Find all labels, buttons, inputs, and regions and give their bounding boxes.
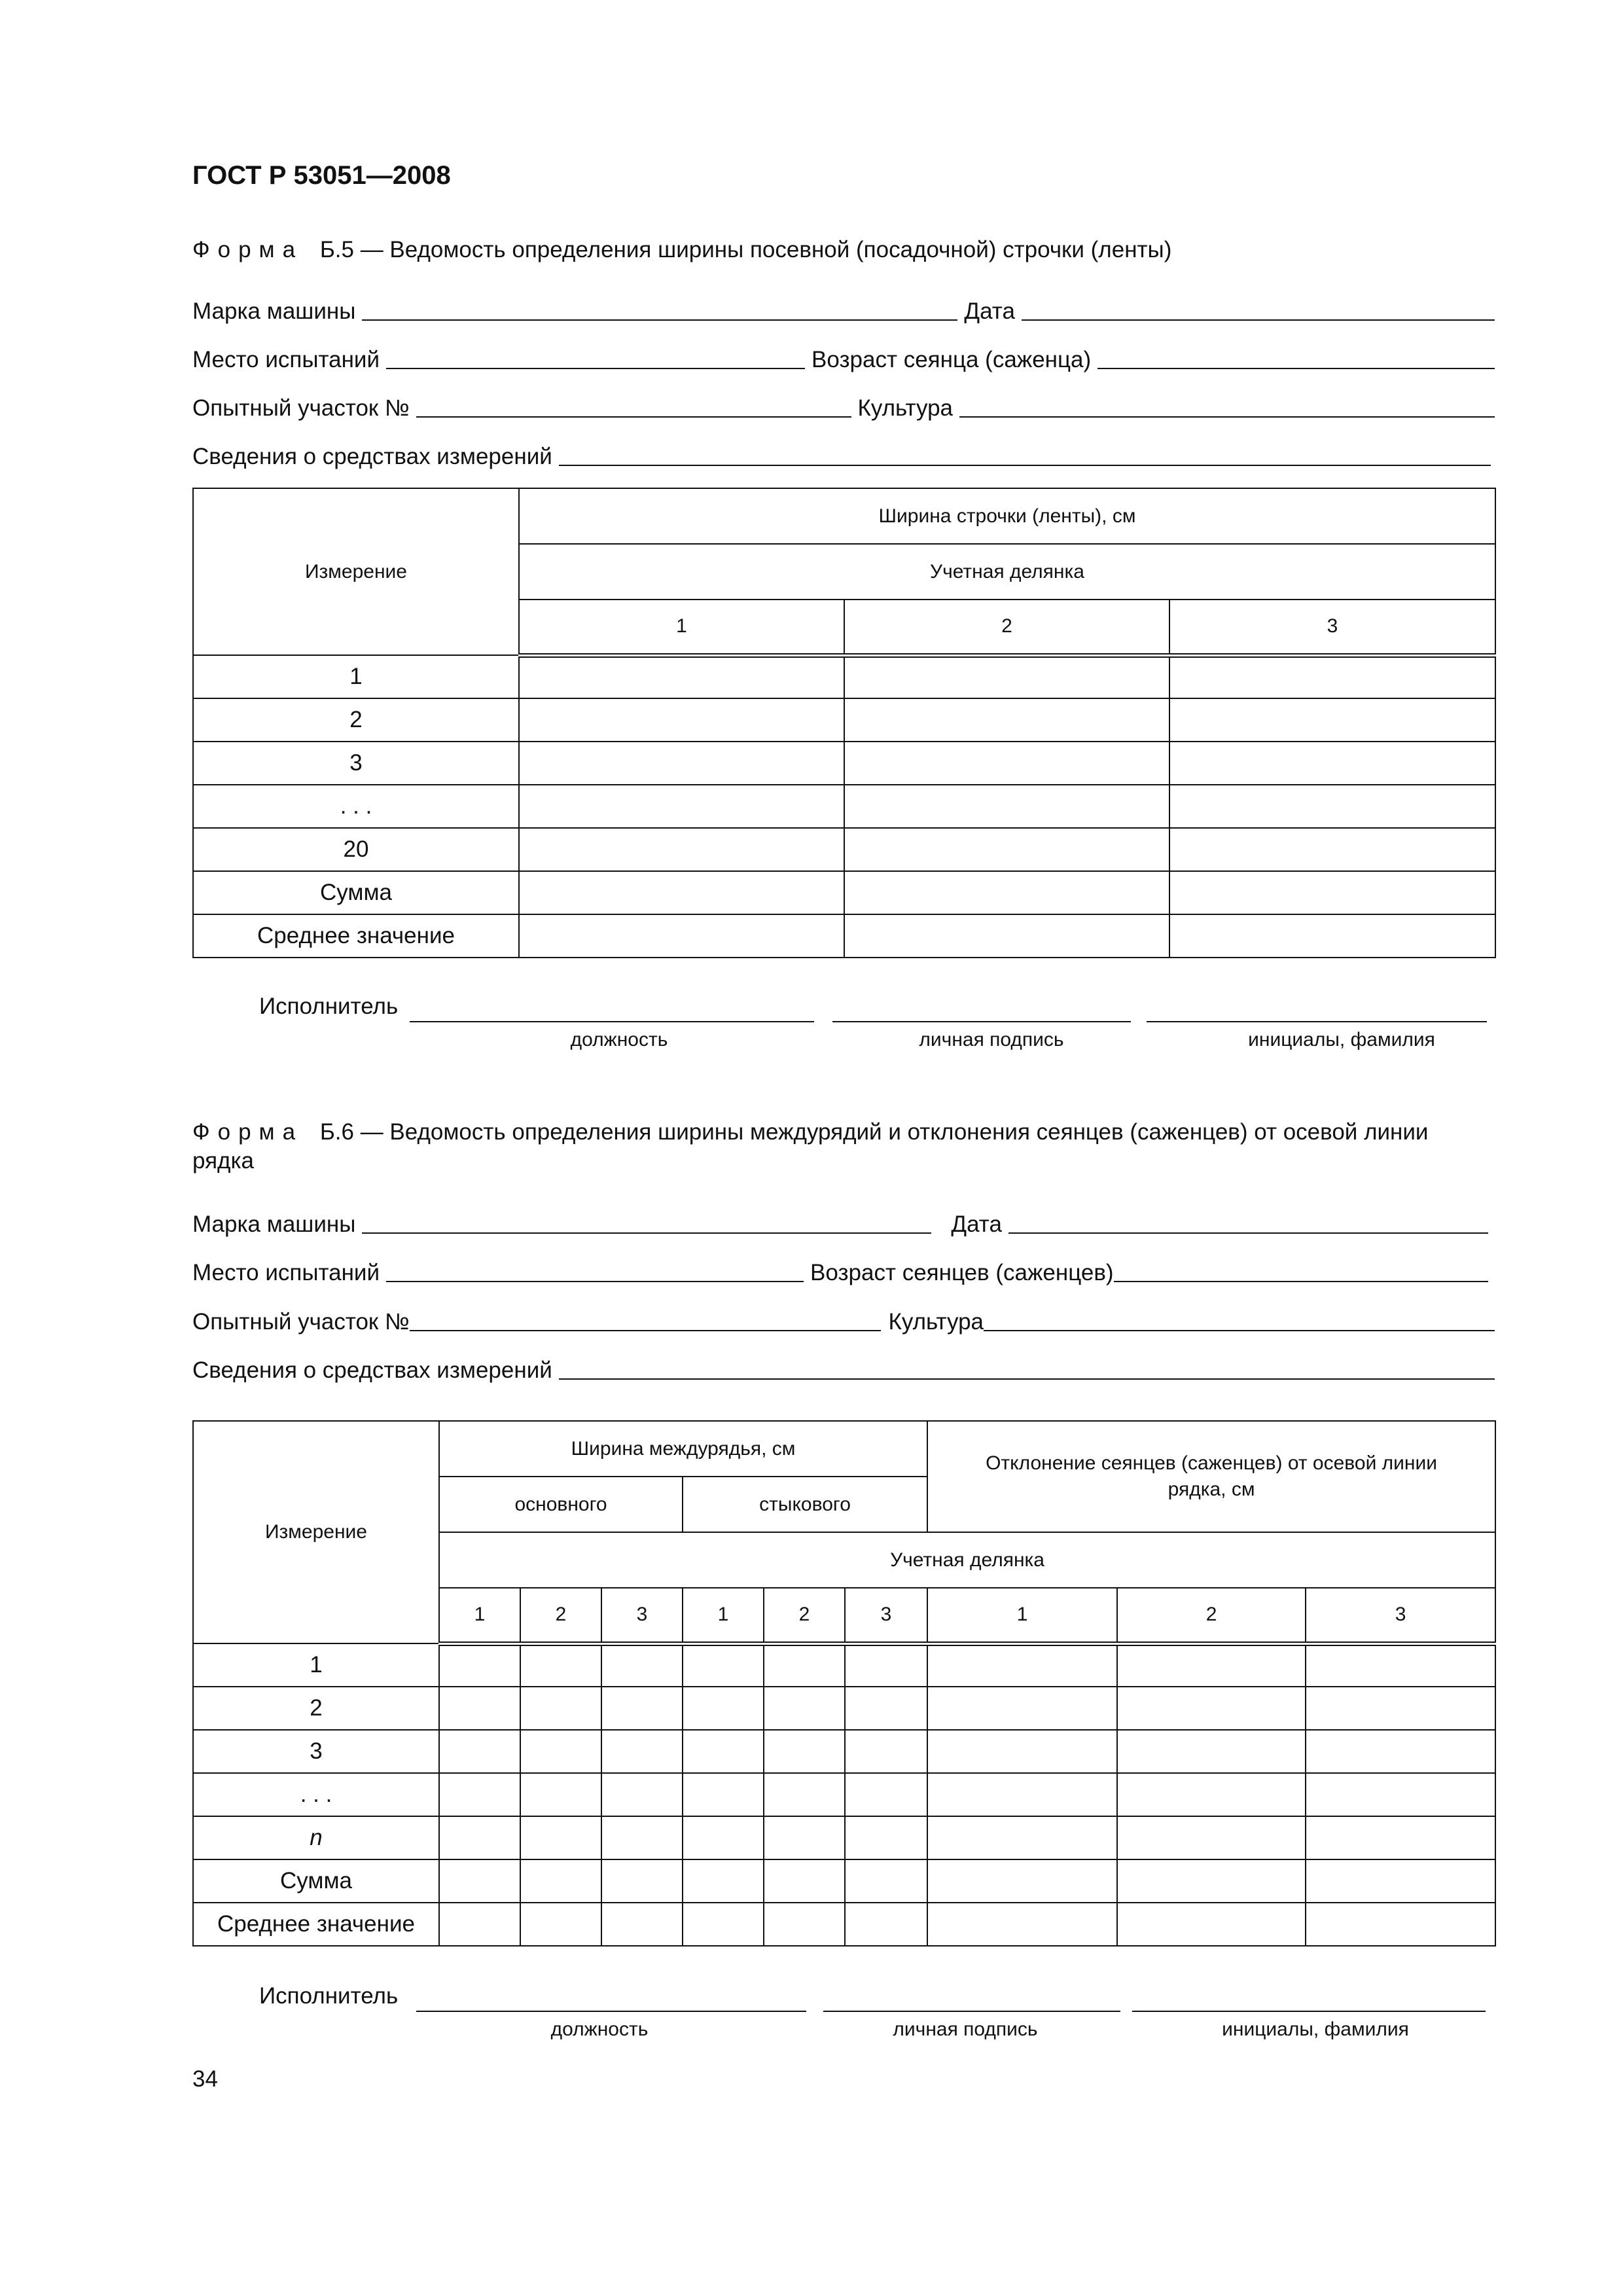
- signature-line[interactable]: [832, 1021, 1131, 1022]
- data-cell[interactable]: [844, 655, 1169, 698]
- form-b6-row-plot: [192, 1306, 1495, 1335]
- plot-header: Учетная делянка: [439, 1532, 1495, 1588]
- data-cell[interactable]: [439, 1643, 520, 1687]
- table-row: [193, 1859, 1495, 1903]
- row-width-header: Ширина междурядья, см: [439, 1421, 927, 1477]
- data-cell[interactable]: [520, 1903, 601, 1946]
- table-row: [193, 1816, 1495, 1859]
- data-cell[interactable]: [1169, 785, 1495, 828]
- table-row: [193, 655, 1495, 698]
- data-cell[interactable]: [844, 742, 1169, 785]
- position-line[interactable]: [410, 1021, 814, 1022]
- data-cell[interactable]: [844, 698, 1169, 742]
- crop-label: Культура: [857, 395, 954, 421]
- row-label: 2: [193, 698, 519, 742]
- plot-number: 2: [520, 1588, 601, 1643]
- plot-number: 3: [845, 1588, 927, 1643]
- form-b5-row-machine: [192, 296, 1495, 325]
- measure-header: Измерение: [193, 488, 519, 655]
- caption-name: инициалы, фамилия: [1248, 1029, 1435, 1050]
- data-cell[interactable]: [439, 1730, 520, 1773]
- data-cell[interactable]: [927, 1859, 1117, 1903]
- data-cell[interactable]: [1169, 742, 1495, 785]
- data-cell[interactable]: [1169, 828, 1495, 871]
- data-cell[interactable]: [520, 1687, 601, 1730]
- instruments-label: Сведения о средствах измерений: [192, 444, 552, 469]
- form-b6-word: Форма: [192, 1119, 304, 1145]
- machine-field[interactable]: [362, 297, 957, 321]
- plot-number: 1: [439, 1588, 520, 1643]
- data-cell[interactable]: [683, 1643, 764, 1687]
- row-label: n: [193, 1816, 439, 1859]
- row-label: 20: [193, 828, 519, 871]
- date-field[interactable]: [1008, 1210, 1488, 1234]
- data-cell[interactable]: [439, 1859, 520, 1903]
- table-row: [193, 785, 1495, 828]
- plot-number: 2: [844, 600, 1169, 655]
- data-cell[interactable]: [1306, 1816, 1495, 1859]
- name-line[interactable]: [1132, 2011, 1486, 2012]
- row-label: . . .: [193, 1773, 439, 1816]
- instruments-label: Сведения о средствах измерений: [192, 1357, 552, 1383]
- data-cell[interactable]: [520, 1816, 601, 1859]
- data-cell[interactable]: [845, 1773, 927, 1816]
- table-row: [193, 1773, 1495, 1816]
- data-cell[interactable]: [845, 1730, 927, 1773]
- data-cell[interactable]: [845, 1859, 927, 1903]
- plot-number: 1: [927, 1588, 1117, 1643]
- form-b6-row-instruments: [192, 1355, 1495, 1384]
- data-cell[interactable]: [844, 871, 1169, 914]
- data-cell[interactable]: [601, 1903, 683, 1946]
- table-row: [193, 828, 1495, 871]
- data-cell[interactable]: [764, 1903, 845, 1946]
- caption-name: инициалы, фамилия: [1222, 2018, 1409, 2040]
- data-cell[interactable]: [1306, 1643, 1495, 1687]
- page-number: 34: [192, 2066, 218, 2092]
- form-b5-row-instruments: [192, 441, 1495, 470]
- table-row: [193, 742, 1495, 785]
- data-cell[interactable]: [844, 828, 1169, 871]
- table-row: [193, 698, 1495, 742]
- data-cell[interactable]: [1169, 698, 1495, 742]
- data-cell[interactable]: [927, 1816, 1117, 1859]
- data-cell[interactable]: [1306, 1773, 1495, 1816]
- plot-header: Учетная делянка: [519, 544, 1495, 600]
- row-label: Сумма: [193, 1859, 439, 1903]
- data-cell[interactable]: [764, 1687, 845, 1730]
- table-row: [193, 1687, 1495, 1730]
- standard-designation: ГОСТ Р 53051—2008: [192, 161, 451, 190]
- data-cell[interactable]: [927, 1903, 1117, 1946]
- data-cell[interactable]: [845, 1687, 927, 1730]
- row-label: Среднее значение: [193, 914, 519, 958]
- data-cell[interactable]: [519, 698, 844, 742]
- data-cell[interactable]: [683, 1687, 764, 1730]
- plot-number: 3: [601, 1588, 683, 1643]
- instruments-field[interactable]: [559, 442, 1491, 466]
- test-place-field[interactable]: [386, 1259, 804, 1282]
- form-b5-signature-label: Исполнитель: [259, 994, 399, 1019]
- data-cell[interactable]: [1117, 1643, 1306, 1687]
- data-cell[interactable]: [1117, 1773, 1306, 1816]
- test-place-field[interactable]: [386, 346, 805, 369]
- data-cell[interactable]: [519, 655, 844, 698]
- row-label: 3: [193, 1730, 439, 1773]
- data-cell[interactable]: [844, 785, 1169, 828]
- data-cell[interactable]: [601, 1643, 683, 1687]
- data-cell[interactable]: [601, 1816, 683, 1859]
- measure-header: Измерение: [193, 1421, 439, 1643]
- data-cell[interactable]: [764, 1773, 845, 1816]
- test-place-label: Место испытаний: [192, 347, 380, 372]
- row-label: 1: [193, 655, 519, 698]
- form-b5-title: [192, 236, 1495, 264]
- data-cell[interactable]: [683, 1859, 764, 1903]
- table-row: [193, 1643, 1495, 1687]
- form-b5-title-text: Б.5 — Ведомость определения ширины посевной (посадочной) строчки (ленты): [319, 237, 1172, 262]
- test-place-label: Место испытаний: [192, 1260, 380, 1285]
- data-cell[interactable]: [845, 1816, 927, 1859]
- data-cell[interactable]: [764, 1816, 845, 1859]
- age-field[interactable]: [1114, 1259, 1488, 1282]
- data-cell[interactable]: [1169, 655, 1495, 698]
- date-label: Дата: [951, 1211, 1002, 1237]
- crop-field[interactable]: [959, 394, 1495, 418]
- table-row: [193, 1903, 1495, 1946]
- machine-label: Марка машины: [192, 1211, 356, 1237]
- data-cell[interactable]: [927, 1773, 1117, 1816]
- form-b6-row-place: [192, 1257, 1495, 1286]
- data-cell[interactable]: [1117, 1816, 1306, 1859]
- caption-signature: личная подпись: [893, 2018, 1038, 2040]
- data-cell[interactable]: [601, 1859, 683, 1903]
- main-row-header: основного: [439, 1477, 683, 1532]
- name-line[interactable]: [1147, 1021, 1487, 1022]
- data-cell[interactable]: [683, 1816, 764, 1859]
- crop-label: Культура: [888, 1309, 984, 1335]
- data-cell[interactable]: [1169, 914, 1495, 958]
- form-b5-table: [192, 488, 1496, 958]
- data-cell[interactable]: [1117, 1903, 1306, 1946]
- form-b6-signature-label: Исполнитель: [259, 1983, 399, 2009]
- plot-number: 2: [764, 1588, 845, 1643]
- row-label: . . .: [193, 785, 519, 828]
- form-b6-title: [192, 1118, 1488, 1175]
- plot-number: 3: [1306, 1588, 1495, 1643]
- row-label: 1: [193, 1643, 439, 1687]
- data-cell[interactable]: [601, 1730, 683, 1773]
- form-b6-row-machine: [192, 1209, 1495, 1238]
- date-field[interactable]: [1022, 297, 1495, 321]
- instruments-field[interactable]: [559, 1356, 1495, 1380]
- form-b6-title-text: Б.6 — Ведомость определения ширины междурядий и отклонения сеянцев (саженцев) от осевой линии рядка: [192, 1119, 1429, 1174]
- data-cell[interactable]: [519, 914, 844, 958]
- row-label: 2: [193, 1687, 439, 1730]
- data-cell[interactable]: [439, 1773, 520, 1816]
- table-row: [193, 871, 1495, 914]
- caption-signature: личная подпись: [919, 1029, 1064, 1050]
- row-label: Сумма: [193, 871, 519, 914]
- crop-field[interactable]: [984, 1308, 1495, 1331]
- date-label: Дата: [964, 298, 1015, 324]
- table-row: [193, 1730, 1495, 1773]
- row-label: Среднее значение: [193, 1903, 439, 1946]
- data-cell[interactable]: [1306, 1730, 1495, 1773]
- data-cell[interactable]: [520, 1773, 601, 1816]
- data-cell[interactable]: [927, 1687, 1117, 1730]
- data-cell[interactable]: [927, 1643, 1117, 1687]
- age-field[interactable]: [1097, 346, 1495, 369]
- caption-position: должность: [570, 1029, 668, 1050]
- data-cell[interactable]: [683, 1730, 764, 1773]
- data-cell[interactable]: [1117, 1859, 1306, 1903]
- data-cell[interactable]: [519, 871, 844, 914]
- data-cell[interactable]: [1117, 1687, 1306, 1730]
- age-label: Возраст сеянцев (саженцев): [810, 1260, 1114, 1285]
- data-cell[interactable]: [520, 1643, 601, 1687]
- data-cell[interactable]: [520, 1730, 601, 1773]
- deviation-header: Отклонение сеянцев (саженцев) от осевой линии рядка, см: [927, 1421, 1495, 1532]
- form-b5-word: Форма: [192, 237, 304, 262]
- data-cell[interactable]: [520, 1859, 601, 1903]
- row-label: 3: [193, 742, 519, 785]
- plot-number: 1: [519, 600, 844, 655]
- data-cell[interactable]: [519, 742, 844, 785]
- data-cell[interactable]: [764, 1730, 845, 1773]
- plot-number: 1: [683, 1588, 764, 1643]
- plot-field[interactable]: [410, 1308, 881, 1331]
- table-row: [193, 914, 1495, 958]
- data-cell[interactable]: [764, 1859, 845, 1903]
- plot-number: 2: [1117, 1588, 1306, 1643]
- data-cell[interactable]: [845, 1643, 927, 1687]
- machine-label: Марка машины: [192, 298, 356, 324]
- machine-field[interactable]: [362, 1210, 931, 1234]
- plot-field[interactable]: [416, 394, 851, 418]
- data-cell[interactable]: [601, 1773, 683, 1816]
- plot-number: 3: [1169, 600, 1495, 655]
- plot-label: Опытный участок №: [192, 395, 410, 421]
- data-cell[interactable]: [439, 1903, 520, 1946]
- caption-position: должность: [550, 2018, 649, 2040]
- form-b5-row-place: [192, 344, 1495, 373]
- data-cell[interactable]: [1117, 1730, 1306, 1773]
- data-cell[interactable]: [1306, 1903, 1495, 1946]
- data-cell[interactable]: [1306, 1859, 1495, 1903]
- data-cell[interactable]: [519, 828, 844, 871]
- plot-label: Опытный участок №: [192, 1309, 410, 1335]
- width-header: Ширина строчки (ленты), см: [519, 488, 1495, 544]
- form-b6-table: [192, 1420, 1496, 1946]
- joint-row-header: стыкового: [683, 1477, 927, 1532]
- data-cell[interactable]: [1306, 1687, 1495, 1730]
- data-cell[interactable]: [519, 785, 844, 828]
- data-cell[interactable]: [683, 1903, 764, 1946]
- data-cell[interactable]: [844, 914, 1169, 958]
- form-b5-row-plot: [192, 393, 1495, 422]
- data-cell[interactable]: [764, 1643, 845, 1687]
- data-cell[interactable]: [439, 1816, 520, 1859]
- data-cell[interactable]: [683, 1773, 764, 1816]
- data-cell[interactable]: [601, 1687, 683, 1730]
- position-line[interactable]: [416, 2011, 806, 2012]
- data-cell[interactable]: [845, 1903, 927, 1946]
- data-cell[interactable]: [1169, 871, 1495, 914]
- age-label: Возраст сеянца (саженца): [812, 347, 1092, 372]
- data-cell[interactable]: [439, 1687, 520, 1730]
- signature-line[interactable]: [823, 2011, 1120, 2012]
- data-cell[interactable]: [927, 1730, 1117, 1773]
